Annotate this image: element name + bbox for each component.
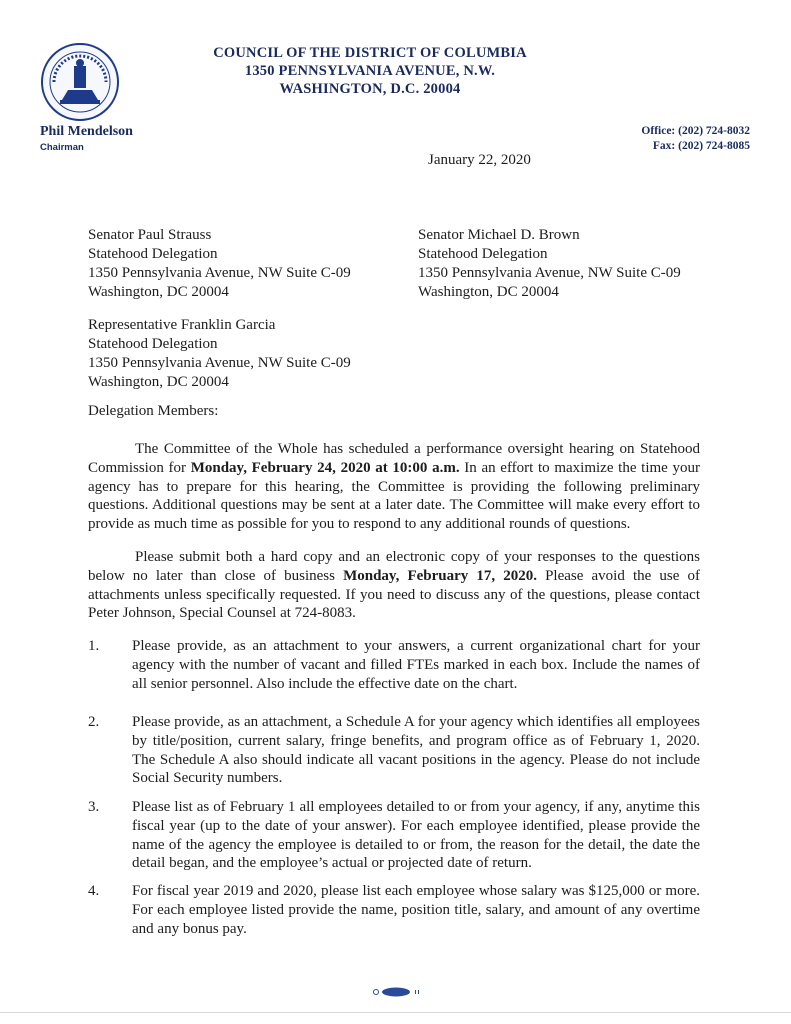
recipient-org: Statehood Delegation — [418, 246, 548, 262]
letterhead-line-3: WASHINGTON, D.C. 20004 — [279, 81, 461, 97]
page-bottom-rule — [0, 1012, 791, 1013]
footer-logo-icon — [368, 985, 424, 999]
letterhead-line-1: COUNCIL OF THE DISTRICT OF COLUMBIA — [213, 45, 527, 61]
body-paragraph — [88, 548, 700, 623]
paragraph-text: Please submit both a hard copy and an electronic copy of your responses to the questions below no later than close of business — [88, 549, 700, 584]
chairman-name: Phil Mendelson — [40, 124, 133, 139]
recipient-name: Senator Paul Strauss — [88, 227, 212, 243]
recipient-street: 1350 Pennsylvania Avenue, NW Suite C-09 — [88, 355, 351, 371]
letterhead — [190, 44, 550, 98]
recipient-city: Washington, DC 20004 — [88, 284, 229, 300]
recipient-name: Representative Franklin Garcia — [88, 317, 276, 333]
item-number: 2. — [88, 714, 100, 730]
recipient-address — [88, 226, 351, 302]
item-text: Please provide, as an attachment to your answers, a current organizational chart for your agency with the number of vacant and filled FTEs marked in each box. Include the names of all senior personnel. Also include the effective date on the chart. — [132, 638, 700, 692]
council-seal-icon — [40, 42, 120, 122]
letter-date: January 22, 2020 — [428, 152, 531, 168]
recipient-org: Statehood Delegation — [88, 336, 218, 352]
body-paragraph — [88, 440, 700, 534]
recipient-name: Senator Michael D. Brown — [418, 227, 580, 243]
recipient-address — [88, 316, 351, 392]
letterhead-line-2: 1350 PENNSYLVANIA AVENUE, N.W. — [244, 63, 496, 79]
recipient-city: Washington, DC 20004 — [418, 284, 559, 300]
recipient-org: Statehood Delegation — [88, 246, 218, 262]
recipient-address — [418, 226, 681, 302]
item-text: For fiscal year 2019 and 2020, please list each employee whose salary was $125,000 or more. For each employee listed provide the name, position title, salary, and amount of any overtime and any bonus pay. — [132, 883, 700, 937]
paragraph-text: The Committee of the Whole has scheduled a performance oversight hearing on Statehood Commission for — [88, 441, 700, 476]
salutation: Delegation Members: — [88, 403, 219, 419]
contact-block — [590, 124, 750, 154]
item-number: 3. — [88, 799, 100, 815]
recipient-street: 1350 Pennsylvania Avenue, NW Suite C-09 — [418, 265, 681, 281]
item-text: Please list as of February 1 all employees detailed to or from your agency, if any, anytime this fiscal year (up to the date of your answer). For each employee identified, please provide the name of the agency the employee is detailed to or from, the reason for the detail, the date the detail began, and the employee’s actual or projected date of return. — [132, 799, 700, 872]
hearing-date: Monday, February 24, 2020 at 10:00 a.m. — [190, 459, 460, 476]
fax-number: Fax: (202) 724-8085 — [652, 140, 750, 152]
item-number: 1. — [88, 638, 100, 654]
paragraph-text: In an effort to maximize the time your agency has to prepare for this hearing, the Committee is providing the following preliminary questions. Additional questions may be sent at a later date. The Committee will make every effort to provide as much time as possible for you to respond to any additional rounds of questions. — [88, 459, 700, 533]
item-text: Please provide, as an attachment, a Schedule A for your agency which identifies all employees by title/position, current salary, fringe benefits, and program office as of February 1, 2020. The Schedule A also should indicate all vacant positions in the agency. Please do not include Social Security numbers. — [132, 714, 700, 787]
office-phone: Office: (202) 724-8032 — [641, 125, 750, 137]
recipient-street: 1350 Pennsylvania Avenue, NW Suite C-09 — [88, 265, 351, 281]
chairman-title: Chairman — [40, 142, 84, 153]
item-number: 4. — [88, 883, 100, 899]
deadline-date: Monday, February 17, 2020. — [343, 567, 537, 584]
paragraph-text: Please avoid the use of attachments unless specifically requested. If you need to discuss any of the questions, please contact Peter Johnson, Special Counsel at 724-8083. — [88, 567, 700, 622]
recipient-city: Washington, DC 20004 — [88, 374, 229, 390]
